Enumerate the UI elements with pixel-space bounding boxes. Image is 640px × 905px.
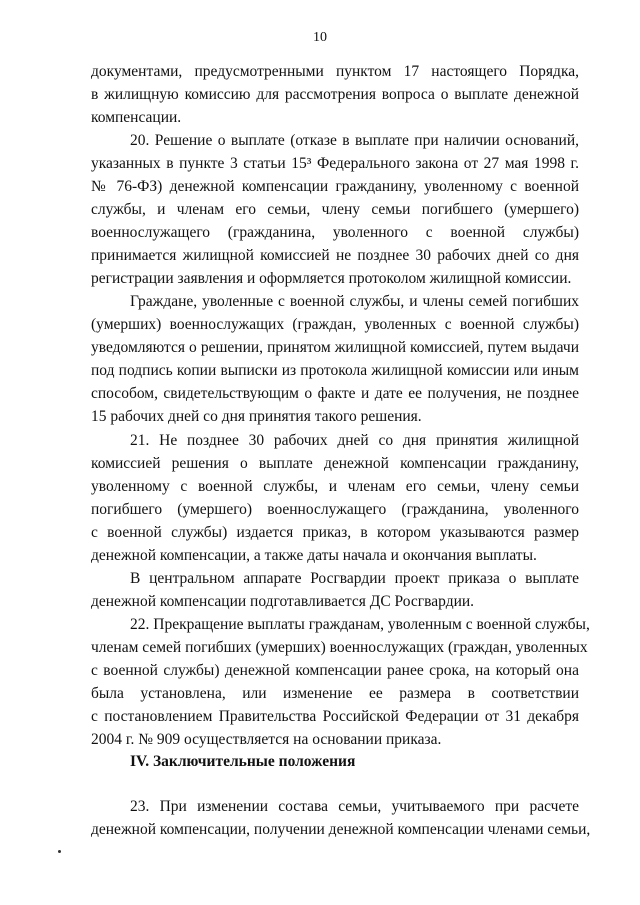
paragraph-notification-start: Граждане, уволенные с военной службы, и члены семей погибших (130, 293, 579, 310)
text-line: способом, свидетельствующим о факте и дате ее получения, не позднее (91, 385, 579, 402)
section-heading: IV. Заключительные положения (130, 753, 356, 770)
text-line: денежной компенсации, а также даты начала и окончания выплаты. (91, 547, 537, 564)
text-line: документами, предусмотренными пунктом 17 настоящего Порядка, (91, 63, 579, 80)
text-line: 15 рабочих дней со дня принятия такого решения. (91, 408, 422, 425)
text-line: денежной компенсации, получении денежной компенсации членами семьи, (91, 821, 591, 838)
text-line: регистрации заявления и оформляется протоколом жилищной комиссии. (91, 270, 572, 287)
text-line: под подпись копии выписки из протокола жилищной комиссии или иным (91, 362, 579, 379)
text-line: компенсации. (91, 109, 182, 126)
text-line: уведомляются о решении, принятом жилищной комиссией, путем выдачи (91, 339, 579, 356)
scan-speck (58, 850, 61, 853)
text-line: с военной службы) денежной компенсации ранее срока, на который она (91, 662, 579, 679)
paragraph-22-start: 22. Прекращение выплаты гражданам, уволенным с военной службы, (130, 616, 590, 633)
text-line: в жилищную комиссию для рассмотрения вопроса о выплате денежной (91, 86, 579, 103)
text-line: была установлена, или изменение ее размера в соответствии (91, 685, 579, 702)
text-line: (умерших) военнослужащих (граждан, уволенных с военной службы) (91, 316, 579, 333)
page-number: 10 (313, 30, 327, 45)
text-line: с военной службы) издается приказ, в котором указываются размер (91, 524, 579, 541)
text-line: с постановлением Правительства Российской Федерации от 31 декабря (91, 708, 579, 725)
text-line: военнослужащего (гражданина, уволенного с военной службы) (91, 224, 579, 241)
paragraph-central-office-start: В центральном аппарате Росгвардии проект приказа о выплате (130, 570, 579, 587)
paragraph-20-start: 20. Решение о выплате (отказе в выплате при наличии оснований, (130, 132, 579, 149)
text-line: указанных в пункте 3 статьи 15³ Федерального закона от 27 мая 1998 г. (91, 155, 579, 172)
text-line: уволенному с военной службы, и членам его семьи, члену семьи (91, 478, 579, 495)
paragraph-23-start: 23. При изменении состава семьи, учитываемого при расчете (130, 798, 579, 815)
text-line: членам семей погибших (умерших) военнослужащих (граждан, уволенных (91, 639, 588, 656)
text-line: принимается жилищной комиссией не позднее 30 рабочих дней со дня (91, 247, 579, 264)
text-line: службы, и членам его семьи, члену семьи погибшего (умершего) (91, 201, 579, 218)
text-line: комиссией решения о выплате денежной компенсации гражданину, (91, 455, 579, 472)
paragraph-21-start: 21. Не позднее 30 рабочих дней со дня принятия жилищной (130, 432, 579, 449)
text-line: № 76-ФЗ) денежной компенсации гражданину, уволенному с военной (91, 178, 579, 195)
text-line: погибшего (умершего) военнослужащего (гражданина, уволенного (91, 501, 579, 518)
text-line: денежной компенсации подготавливается ДС Росгвардии. (91, 593, 475, 610)
text-line: 2004 г. № 909 осуществляется на основании приказа. (91, 731, 442, 748)
